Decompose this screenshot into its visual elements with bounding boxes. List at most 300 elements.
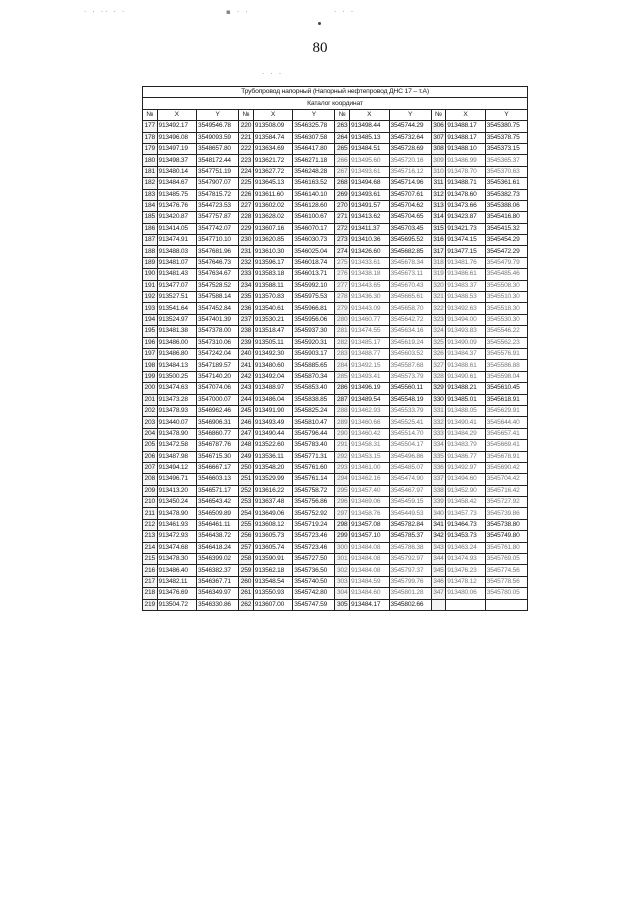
y-coordinate-cell: 3545780.05 — [485, 588, 527, 599]
x-coordinate-cell: 913478.90 — [157, 428, 197, 439]
x-coordinate-cell: 913488.21 — [446, 383, 486, 394]
y-coordinate-cell: 3545673.11 — [389, 269, 431, 280]
point-number-cell: 247 — [239, 428, 254, 439]
point-number-cell: 256 — [239, 531, 254, 542]
y-coordinate-cell: 3546509.89 — [197, 508, 239, 519]
point-number-cell: 243 — [239, 383, 254, 394]
coordinate-catalog-table — [142, 86, 528, 611]
x-coordinate-cell: 913457.10 — [349, 531, 389, 542]
x-coordinate-cell: 913452.90 — [446, 485, 486, 496]
point-number-cell: 310 — [431, 166, 446, 177]
y-coordinate-cell: 3546013.71 — [293, 269, 335, 280]
point-number-cell: 184 — [143, 200, 158, 211]
x-coordinate-cell: 913476.23 — [446, 565, 486, 576]
point-number-cell: 180 — [143, 155, 158, 166]
y-coordinate-cell: 3545838.85 — [293, 394, 335, 405]
point-number-cell: 296 — [335, 497, 350, 508]
y-coordinate-cell: 3545530.30 — [485, 314, 527, 325]
x-coordinate-cell: 913493.83 — [446, 326, 486, 337]
x-coordinate-cell: 913611.60 — [253, 189, 293, 200]
point-number-cell: 288 — [335, 405, 350, 416]
point-number-cell: 334 — [431, 440, 446, 451]
point-number-cell: 274 — [335, 246, 350, 257]
point-number-cell: 280 — [335, 314, 350, 325]
x-coordinate-cell: 913485.13 — [349, 132, 389, 143]
x-coordinate-cell: 913607.16 — [253, 223, 293, 234]
table-row — [143, 269, 528, 280]
point-number-cell: 230 — [239, 235, 254, 246]
y-coordinate-cell: 3545738.80 — [485, 519, 527, 530]
point-number-cell: 309 — [431, 155, 446, 166]
x-coordinate-cell: 913477.15 — [446, 246, 486, 257]
y-coordinate-cell: 3546962.46 — [197, 405, 239, 416]
point-number-cell: 185 — [143, 212, 158, 223]
y-coordinate-cell: 3545796.44 — [293, 428, 335, 439]
point-number-cell: 285 — [335, 371, 350, 382]
x-coordinate-cell: 913478.30 — [157, 554, 197, 565]
point-number-cell: 215 — [143, 554, 158, 565]
y-coordinate-cell: 3545716.42 — [485, 485, 527, 496]
y-coordinate-cell: 3545560.11 — [389, 383, 431, 394]
table-row — [143, 394, 528, 405]
x-coordinate-cell: 913494.12 — [157, 462, 197, 473]
point-number-cell: 307 — [431, 132, 446, 143]
scan-noise: · · · — [334, 8, 356, 16]
table-row — [143, 508, 528, 519]
y-coordinate-cell: 3545799.76 — [389, 576, 431, 587]
point-number-cell: 189 — [143, 257, 158, 268]
y-coordinate-cell: 3545966.81 — [293, 303, 335, 314]
y-coordinate-cell: 3547528.52 — [197, 280, 239, 291]
x-coordinate-cell: 913472.93 — [157, 531, 197, 542]
x-coordinate-cell: 913484.51 — [349, 143, 389, 154]
point-number-cell: 277 — [335, 280, 350, 291]
column-header: Y — [389, 109, 431, 120]
x-coordinate-cell: 913469.06 — [349, 497, 389, 508]
point-number-cell: 226 — [239, 189, 254, 200]
x-coordinate-cell: 913486.00 — [157, 337, 197, 348]
y-coordinate-cell: 3545749.80 — [485, 531, 527, 542]
x-coordinate-cell: 913413.20 — [157, 485, 197, 496]
x-coordinate-cell: 913453.15 — [349, 451, 389, 462]
y-coordinate-cell: 3545533.79 — [389, 405, 431, 416]
point-number-cell: 290 — [335, 428, 350, 439]
y-coordinate-cell: 3545634.16 — [389, 326, 431, 337]
x-coordinate-cell: 913460.66 — [349, 417, 389, 428]
table-row — [143, 292, 528, 303]
x-coordinate-cell: 913462.93 — [349, 405, 389, 416]
page-number: 80 — [312, 40, 328, 56]
x-coordinate-cell: 913484.29 — [446, 428, 486, 439]
x-coordinate-cell: 913484.67 — [157, 178, 197, 189]
point-number-cell: 255 — [239, 519, 254, 530]
y-coordinate-cell: 3545714.96 — [389, 178, 431, 189]
table-row — [143, 314, 528, 325]
point-number-cell: 251 — [239, 474, 254, 485]
x-coordinate-cell: 913634.69 — [253, 143, 293, 154]
y-coordinate-cell: 3545586.88 — [485, 360, 527, 371]
x-coordinate-cell: 913484.08 — [349, 554, 389, 565]
x-coordinate-cell: 913440.07 — [157, 417, 197, 428]
x-coordinate-cell: 913410.36 — [349, 235, 389, 246]
y-coordinate-cell: 3545373.15 — [485, 143, 527, 154]
point-number-cell: 291 — [335, 440, 350, 451]
y-coordinate-cell: 3545573.79 — [389, 371, 431, 382]
x-coordinate-cell: 913493.61 — [349, 166, 389, 177]
y-coordinate-cell: 3545388.06 — [485, 200, 527, 211]
y-coordinate-cell: 3546603.13 — [197, 474, 239, 485]
y-coordinate-cell: 3547681.96 — [197, 246, 239, 257]
y-coordinate-cell: 3546025.04 — [293, 246, 335, 257]
x-coordinate-cell: 913529.99 — [253, 474, 293, 485]
y-coordinate-cell: 3545704.62 — [389, 200, 431, 211]
y-coordinate-cell: 3546248.28 — [293, 166, 335, 177]
x-coordinate-cell: 913488.53 — [446, 292, 486, 303]
y-coordinate-cell: 3545703.45 — [389, 223, 431, 234]
point-number-cell: 238 — [239, 326, 254, 337]
point-number-cell: 323 — [431, 314, 446, 325]
point-number-cell: 219 — [143, 599, 158, 610]
x-coordinate-cell: 913480.06 — [446, 588, 486, 599]
x-coordinate-cell: 913493.41 — [349, 371, 389, 382]
point-number-cell: 245 — [239, 405, 254, 416]
header-row — [143, 109, 528, 120]
y-coordinate-cell: 3545801.28 — [389, 588, 431, 599]
y-coordinate-cell: 3545736.50 — [293, 565, 335, 576]
point-number-cell: 237 — [239, 314, 254, 325]
y-coordinate-cell: 3545975.53 — [293, 292, 335, 303]
column-header: X — [157, 109, 197, 120]
point-number-cell: 344 — [431, 554, 446, 565]
point-number-cell: 272 — [335, 223, 350, 234]
x-coordinate-cell: 913570.83 — [253, 292, 293, 303]
x-coordinate-cell: 913492.63 — [446, 303, 486, 314]
point-number-cell: 337 — [431, 474, 446, 485]
y-coordinate-cell: 3545449.53 — [389, 508, 431, 519]
x-coordinate-cell: 913478.93 — [157, 405, 197, 416]
y-coordinate-cell: 3545903.17 — [293, 348, 335, 359]
x-coordinate-cell: 913596.17 — [253, 257, 293, 268]
y-coordinate-cell: 3545761.14 — [293, 474, 335, 485]
x-coordinate-cell: 913443.09 — [349, 303, 389, 314]
point-number-cell: 293 — [335, 462, 350, 473]
y-coordinate-cell: 3546018.74 — [293, 257, 335, 268]
point-number-cell: 197 — [143, 348, 158, 359]
point-number-cell: 231 — [239, 246, 254, 257]
x-coordinate-cell: 913477.07 — [157, 280, 197, 291]
x-coordinate-cell: 913484.59 — [349, 576, 389, 587]
y-coordinate-cell: 3545744.29 — [389, 121, 431, 132]
y-coordinate-cell: 3545546.22 — [485, 326, 527, 337]
point-number-cell: 242 — [239, 371, 254, 382]
y-coordinate-cell: 3545802.66 — [389, 599, 431, 610]
column-header: Y — [293, 109, 335, 120]
scan-noise: ▪ · · — [226, 8, 250, 16]
point-number-cell: 329 — [431, 383, 446, 394]
table-row — [143, 565, 528, 576]
x-coordinate-cell: 913610.30 — [253, 246, 293, 257]
y-coordinate-cell: 3545716.12 — [389, 166, 431, 177]
y-coordinate-cell: 3546461.11 — [197, 519, 239, 530]
point-number-cell: 308 — [431, 143, 446, 154]
point-number-cell: 234 — [239, 280, 254, 291]
table-row — [143, 428, 528, 439]
y-coordinate-cell: 3545707.61 — [389, 189, 431, 200]
point-number-cell: 254 — [239, 508, 254, 519]
x-coordinate-cell: 913486.61 — [446, 269, 486, 280]
x-coordinate-cell: 913490.61 — [446, 371, 486, 382]
x-coordinate-cell: 913536.11 — [253, 451, 293, 462]
point-number-cell: 225 — [239, 178, 254, 189]
x-coordinate-cell: 913458.31 — [349, 440, 389, 451]
y-coordinate-cell: 3545727.92 — [485, 497, 527, 508]
table-row — [143, 360, 528, 371]
table-row — [143, 371, 528, 382]
y-coordinate-cell: 3546787.76 — [197, 440, 239, 451]
point-number-cell: 316 — [431, 235, 446, 246]
y-coordinate-cell: 3546860.77 — [197, 428, 239, 439]
point-number-cell: 305 — [335, 599, 350, 610]
x-coordinate-cell: 913488.10 — [446, 143, 486, 154]
y-coordinate-cell: 3545786.38 — [389, 542, 431, 553]
point-number-cell: 338 — [431, 485, 446, 496]
x-coordinate-cell: 913474.15 — [446, 235, 486, 246]
x-coordinate-cell: 913540.61 — [253, 303, 293, 314]
y-coordinate-cell: 3545678.34 — [389, 257, 431, 268]
point-number-cell: 324 — [431, 326, 446, 337]
point-number-cell: 314 — [431, 212, 446, 223]
x-coordinate-cell: 913498.44 — [349, 121, 389, 132]
column-header: X — [253, 109, 293, 120]
x-coordinate-cell: 913505.11 — [253, 337, 293, 348]
point-number-cell: 343 — [431, 542, 446, 553]
x-coordinate-cell: 913481.43 — [157, 269, 197, 280]
y-coordinate-cell: 3546399.02 — [197, 554, 239, 565]
y-coordinate-cell: 3545474.90 — [389, 474, 431, 485]
x-coordinate-cell: 913583.18 — [253, 269, 293, 280]
y-coordinate-cell: 3547742.07 — [197, 223, 239, 234]
x-coordinate-cell: 913530.21 — [253, 314, 293, 325]
point-number-cell: 227 — [239, 200, 254, 211]
y-coordinate-cell: 3545792.97 — [389, 554, 431, 565]
column-header: № — [431, 109, 446, 120]
y-coordinate-cell: 3546715.30 — [197, 451, 239, 462]
point-number-cell: 212 — [143, 519, 158, 530]
x-coordinate-cell: 913616.22 — [253, 485, 293, 496]
y-coordinate-cell: 3546382.37 — [197, 565, 239, 576]
point-number-cell: 257 — [239, 542, 254, 553]
y-coordinate-cell: 3545610.45 — [485, 383, 527, 394]
y-coordinate-cell: 3545370.63 — [485, 166, 527, 177]
table-row — [143, 143, 528, 154]
table-row — [143, 246, 528, 257]
table-row — [143, 132, 528, 143]
y-coordinate-cell: 3545669.41 — [485, 440, 527, 451]
point-number-cell: 191 — [143, 280, 158, 291]
x-coordinate-cell: 913493.49 — [253, 417, 293, 428]
y-coordinate-cell: 3545415.32 — [485, 223, 527, 234]
point-number-cell: 249 — [239, 451, 254, 462]
x-coordinate-cell: 913491.90 — [253, 405, 293, 416]
x-coordinate-cell: 913421.73 — [446, 223, 486, 234]
x-coordinate-cell: 913450.24 — [157, 497, 197, 508]
point-number-cell: 283 — [335, 348, 350, 359]
point-number-cell: 268 — [335, 178, 350, 189]
x-coordinate-cell: 913478.70 — [446, 166, 486, 177]
x-coordinate-cell: 913488.03 — [157, 246, 197, 257]
point-number-cell: 252 — [239, 485, 254, 496]
point-number-cell: 276 — [335, 269, 350, 280]
x-coordinate-cell: 913492.97 — [446, 462, 486, 473]
x-coordinate-cell: 913590.91 — [253, 554, 293, 565]
y-coordinate-cell: 3545472.29 — [485, 246, 527, 257]
y-coordinate-cell: 3548657.80 — [197, 143, 239, 154]
point-number-cell: 246 — [239, 417, 254, 428]
point-number-cell: 282 — [335, 337, 350, 348]
y-coordinate-cell: 3545825.24 — [293, 405, 335, 416]
x-coordinate-cell: 913621.72 — [253, 155, 293, 166]
point-number-cell: 258 — [239, 554, 254, 565]
table-row — [143, 280, 528, 291]
x-coordinate-cell: 913498.37 — [157, 155, 197, 166]
point-number-cell: 287 — [335, 394, 350, 405]
table-row — [143, 588, 528, 599]
x-coordinate-cell: 913476.76 — [157, 200, 197, 211]
point-number-cell: 345 — [431, 565, 446, 576]
x-coordinate-cell: 913486.77 — [446, 451, 486, 462]
y-coordinate-cell: 3545742.80 — [293, 588, 335, 599]
point-number-cell: 207 — [143, 462, 158, 473]
y-coordinate-cell: 3545562.23 — [485, 337, 527, 348]
x-coordinate-cell: 913488.97 — [253, 383, 293, 394]
y-coordinate-cell: 3545920.31 — [293, 337, 335, 348]
x-coordinate-cell: 913605.73 — [253, 531, 293, 542]
y-coordinate-cell: 3545720.16 — [389, 155, 431, 166]
point-number-cell: 188 — [143, 246, 158, 257]
point-number-cell: 325 — [431, 337, 446, 348]
point-number-cell: 332 — [431, 417, 446, 428]
x-coordinate-cell: 913473.66 — [446, 200, 486, 211]
point-number-cell: 210 — [143, 497, 158, 508]
y-coordinate-cell: 3546030.73 — [293, 235, 335, 246]
point-number-cell: 319 — [431, 269, 446, 280]
y-coordinate-cell: 3545728.69 — [389, 143, 431, 154]
x-coordinate-cell: 913474.63 — [157, 383, 197, 394]
table-row — [143, 405, 528, 416]
x-coordinate-cell: 913497.19 — [157, 143, 197, 154]
y-coordinate-cell: 3545618.91 — [485, 394, 527, 405]
x-coordinate-cell: 913484.37 — [446, 348, 486, 359]
x-coordinate-cell: 913486.99 — [446, 155, 486, 166]
y-coordinate-cell: 3545732.64 — [389, 132, 431, 143]
x-coordinate-cell: 913411.37 — [349, 223, 389, 234]
column-header: № — [335, 109, 350, 120]
y-coordinate-cell: 3545670.43 — [389, 280, 431, 291]
y-coordinate-cell: 3547646.73 — [197, 257, 239, 268]
x-coordinate-cell: 913473.28 — [157, 394, 197, 405]
x-coordinate-cell: 913620.85 — [253, 235, 293, 246]
y-coordinate-cell: 3545678.91 — [485, 451, 527, 462]
y-coordinate-cell: 3545810.47 — [293, 417, 335, 428]
x-coordinate-cell: 913457.08 — [349, 519, 389, 530]
x-coordinate-cell: 913483.37 — [446, 280, 486, 291]
point-number-cell: 299 — [335, 531, 350, 542]
table-row — [143, 189, 528, 200]
point-number-cell: 235 — [239, 292, 254, 303]
point-number-cell: 239 — [239, 337, 254, 348]
y-coordinate-cell: 3545761.60 — [293, 462, 335, 473]
table-body — [143, 121, 528, 611]
y-coordinate-cell: 3545508.30 — [485, 280, 527, 291]
table-row — [143, 200, 528, 211]
y-coordinate-cell: 3549546.78 — [197, 121, 239, 132]
y-coordinate-cell: 3546906.31 — [197, 417, 239, 428]
point-number-cell: 294 — [335, 474, 350, 485]
point-number-cell: 301 — [335, 554, 350, 565]
point-number-cell: 241 — [239, 360, 254, 371]
y-coordinate-cell: 3545496.86 — [389, 451, 431, 462]
column-header: X — [349, 109, 389, 120]
point-number-cell: 331 — [431, 405, 446, 416]
y-coordinate-cell: 3547757.87 — [197, 212, 239, 223]
x-coordinate-cell: 913480.60 — [253, 360, 293, 371]
x-coordinate-cell: 913423.87 — [446, 212, 486, 223]
y-coordinate-cell: 3545885.65 — [293, 360, 335, 371]
x-coordinate-cell: 913490.09 — [446, 337, 486, 348]
x-coordinate-cell: 913481.76 — [446, 257, 486, 268]
y-coordinate-cell: 3546325.78 — [293, 121, 335, 132]
point-number-cell: 261 — [239, 588, 254, 599]
point-number-cell: 262 — [239, 599, 254, 610]
point-number-cell: 209 — [143, 485, 158, 496]
x-coordinate-cell: 913488.05 — [446, 405, 486, 416]
x-coordinate-cell: 913522.60 — [253, 440, 293, 451]
point-number-cell: 333 — [431, 428, 446, 439]
y-coordinate-cell: 3545771.31 — [293, 451, 335, 462]
y-coordinate-cell: 3545740.50 — [293, 576, 335, 587]
scan-noise: · · ·· · · — [84, 8, 127, 16]
point-number-cell: 342 — [431, 531, 446, 542]
point-number-cell: 327 — [431, 360, 446, 371]
x-coordinate-cell: 913491.57 — [349, 200, 389, 211]
x-coordinate-cell: 913488.71 — [446, 178, 486, 189]
x-coordinate-cell: 913484.08 — [349, 565, 389, 576]
x-coordinate-cell: 913562.18 — [253, 565, 293, 576]
table-row — [143, 155, 528, 166]
x-coordinate-cell: 913485.01 — [446, 394, 486, 405]
y-coordinate-cell: 3545690.42 — [485, 462, 527, 473]
point-number-cell: 183 — [143, 189, 158, 200]
y-coordinate-cell: 3546438.72 — [197, 531, 239, 542]
x-coordinate-cell: 913518.47 — [253, 326, 293, 337]
table-row — [143, 485, 528, 496]
y-coordinate-cell: 3545695.52 — [389, 235, 431, 246]
table-row — [143, 451, 528, 462]
point-number-cell: 211 — [143, 508, 158, 519]
table-row — [143, 212, 528, 223]
y-coordinate-cell: 3545603.52 — [389, 348, 431, 359]
x-coordinate-cell: 913492.04 — [253, 371, 293, 382]
y-coordinate-cell: 3545956.06 — [293, 314, 335, 325]
y-coordinate-cell: 3545723.46 — [293, 531, 335, 542]
x-coordinate-cell: 913485.17 — [349, 337, 389, 348]
point-number-cell: 346 — [431, 576, 446, 587]
y-coordinate-cell: 3545727.50 — [293, 554, 335, 565]
point-number-cell: 178 — [143, 132, 158, 143]
y-coordinate-cell: 3545485.46 — [485, 269, 527, 280]
y-coordinate-cell: 3547815.72 — [197, 189, 239, 200]
point-number-cell: 271 — [335, 212, 350, 223]
